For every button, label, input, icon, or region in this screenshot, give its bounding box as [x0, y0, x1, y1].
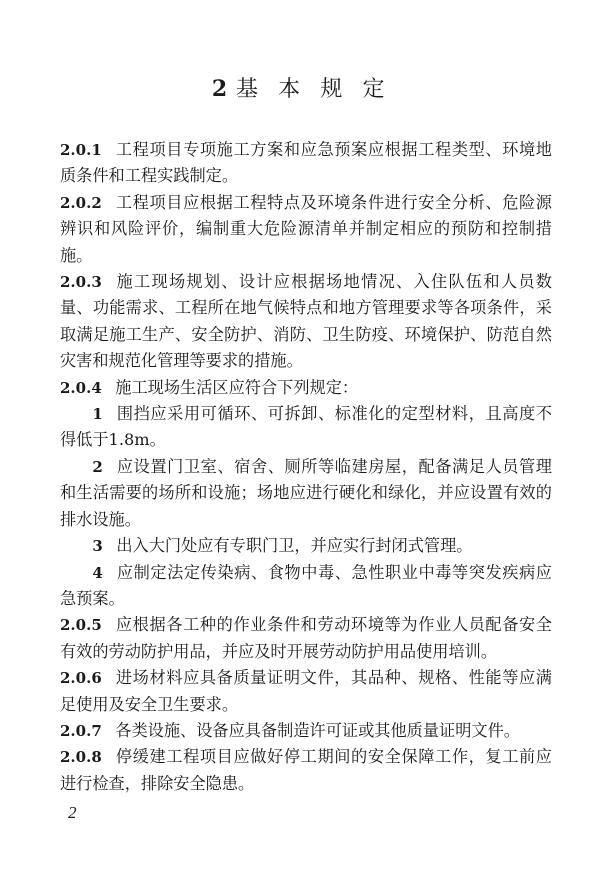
- clause-2-0-4: [60, 375, 552, 401]
- clause-text: 施工现场生活区应符合下列规定：: [115, 377, 359, 397]
- clause-text: 停缓建工程项目应做好停工期间的安全保障工作，复工前应进行检查，排除安全隐患。: [60, 747, 552, 793]
- clause-number: 2.0.6: [60, 669, 102, 688]
- item-text: 应设置门卫室、宿舍、厕所等临建房屋，配备满足人员管理和生活需要的场所和设施；场地应进行硬化和绿化，并应设置有效的排水设施。: [60, 456, 552, 529]
- clause-text: 应根据各工种的作业条件和劳动环境等为作业人员配备安全有效的劳动防护用品，并应及时开展劳动防护用品使用培训。: [60, 615, 552, 661]
- clause-number: 2.0.2: [60, 193, 102, 212]
- clause-2-0-7: [60, 718, 552, 744]
- clause-2-0-5: [60, 612, 552, 665]
- item-number: 1: [92, 405, 103, 424]
- item-text: 应制定法定传染病、食物中毒、急性职业中毒等突发疾病应急预案。: [60, 562, 552, 608]
- item-text: 围挡应采用可循环、可拆卸、标准化的定型材料，且高度不得低于1.8m。: [60, 404, 552, 450]
- page-number: 2: [68, 803, 77, 822]
- clause-text: 工程项目应根据工程特点及环境条件进行安全分析、危险源辨识和风险评价，编制重大危险源清单并制定相应的预防和控制措施。: [60, 192, 552, 265]
- chapter-body: [60, 137, 552, 797]
- clause-text: 进场材料应具备质量证明文件，其品种、规格、性能等应满足使用及安全卫生要求。: [60, 668, 552, 714]
- clause-number: 2.0.3: [60, 273, 102, 292]
- chapter-number: 2: [211, 76, 228, 102]
- clause-number: 2.0.5: [60, 616, 102, 635]
- chapter-title: [0, 72, 603, 103]
- item-number: 3: [92, 537, 103, 556]
- item-4: [60, 560, 552, 613]
- clause-2-0-2: [60, 190, 552, 269]
- clause-number: 2.0.7: [60, 721, 102, 740]
- item-2: [60, 454, 552, 533]
- clause-2-0-8: [60, 744, 552, 797]
- item-number: 4: [92, 563, 103, 582]
- clause-2-0-1: [60, 137, 552, 190]
- item-number: 2: [92, 457, 103, 476]
- clause-text: 工程项目专项施工方案和应急预案应根据工程类型、环境地质条件和工程实践制定。: [60, 140, 552, 186]
- clause-number: 2.0.1: [60, 141, 102, 159]
- clause-text: 施工现场规划、设计应根据场地情况、入住队伍和人员数量、功能需求、工程所在地气候特点和地方管理要求等各项条件，采取满足施工生产、安全防护、消防、卫生防疫、环境保护、防范自然灾害和规范化管理等要求的措施。: [60, 272, 552, 371]
- clause-2-0-3: [60, 269, 552, 375]
- item-text: 出入大门处应有专职门卫，并应实行封闭式管理。: [116, 536, 473, 556]
- clause-text: 各类设施、设备应具备制造许可证或其他质量证明文件。: [115, 720, 520, 740]
- clause-2-0-6: [60, 665, 552, 718]
- clause-number: 2.0.4: [60, 378, 102, 397]
- clause-number: 2.0.8: [60, 748, 102, 767]
- chapter-title-text: 基 本 规 定: [235, 77, 392, 102]
- item-1: [60, 401, 552, 454]
- item-3: [60, 533, 552, 559]
